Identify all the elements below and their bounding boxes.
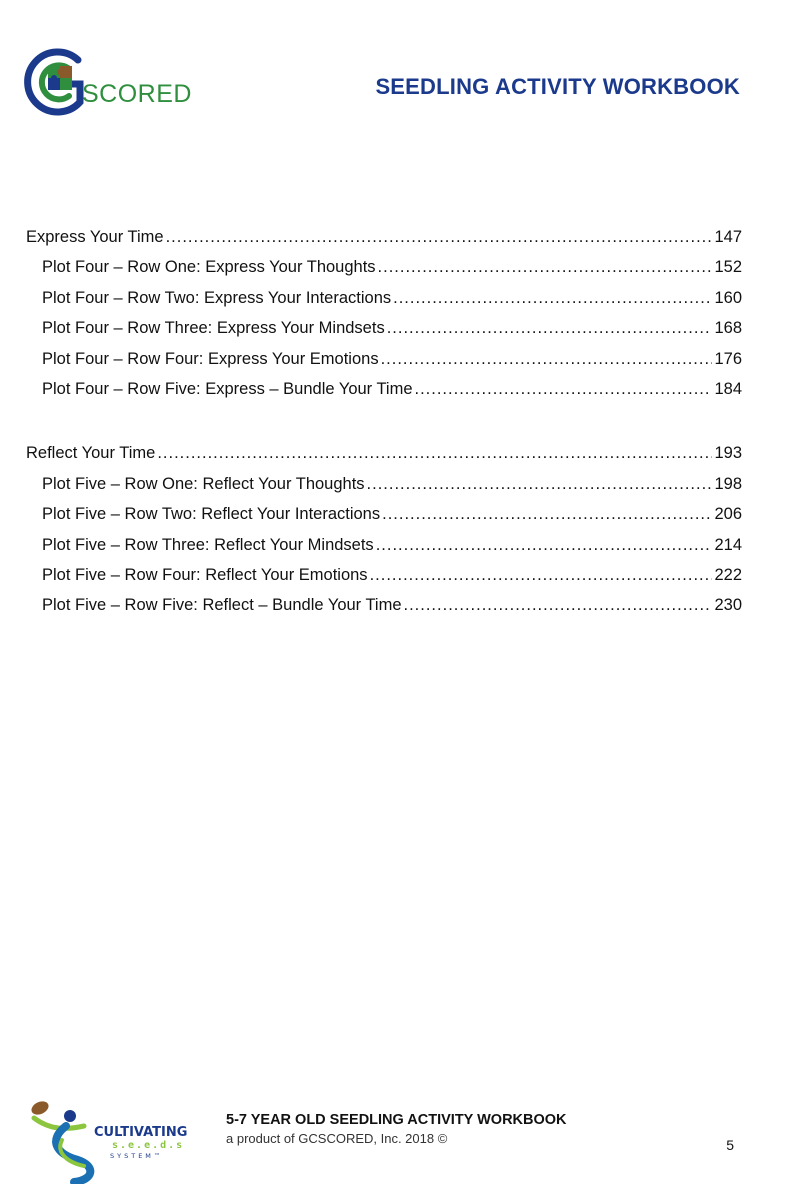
footer-copyright: a product of GCSCORED, Inc. 2018 © (226, 1131, 448, 1146)
toc-dot-leader (415, 374, 713, 404)
toc-entry-title: Express Your Time (26, 228, 164, 246)
toc-entry[interactable] (26, 344, 742, 374)
toc-entry-title: Plot Five – Row One: Reflect Your Thoughts (42, 474, 365, 493)
toc-entry-page: 206 (714, 505, 742, 524)
toc-entry-page: 230 (714, 596, 742, 615)
toc-entry-title: Plot Five – Row Four: Reflect Your Emotions (42, 565, 368, 584)
toc-entry-page: 198 (714, 474, 742, 493)
footer-logo-system: SYSTEM™ (110, 1152, 164, 1160)
toc-entry[interactable] (26, 283, 742, 313)
toc-entry[interactable] (26, 530, 742, 560)
cultivating-seeds-logo (26, 1096, 196, 1184)
toc-entry[interactable] (26, 499, 742, 529)
toc-entry-title: Plot Four – Row Two: Express Your Interactions (42, 288, 392, 307)
toc-entry-title: Plot Five – Row Five: Reflect – Bundle Your Time (42, 596, 402, 615)
toc-entry-page: 222 (714, 565, 742, 584)
toc-entry-page: 176 (714, 349, 742, 368)
toc-entry-page: 160 (714, 288, 742, 307)
page-number: 5 (726, 1137, 734, 1153)
toc-dot-leader (376, 530, 713, 560)
toc-entry-page: 214 (714, 535, 742, 554)
footer-logo-seeds: s.e.e.d.s (112, 1140, 185, 1151)
toc-entry[interactable] (26, 252, 742, 282)
toc-dot-leader (393, 283, 712, 313)
toc-entry-page: 168 (714, 319, 742, 338)
toc-entry-title: Plot Four – Row One: Express Your Thoughts (42, 258, 376, 277)
toc-entry-title: Plot Four – Row Four: Express Your Emotions (42, 349, 379, 368)
table-of-contents (26, 222, 742, 621)
toc-entry[interactable] (26, 313, 742, 343)
toc-entry-page: 184 (714, 379, 742, 398)
page-footer (0, 1090, 800, 1187)
toc-dot-leader (367, 469, 713, 499)
toc-dot-leader (166, 222, 713, 252)
cultivating-seeds-logo-mark (26, 1096, 196, 1184)
gcscored-logo (20, 46, 200, 118)
toc-entry-title: Plot Five – Row Two: Reflect Your Interactions (42, 505, 381, 524)
workbook-title: SEEDLING ACTIVITY WORKBOOK (375, 74, 740, 99)
logo-wordmark: SCORED (82, 80, 192, 108)
toc-entry-title: Plot Five – Row Three: Reflect Your Mindsets (42, 535, 374, 554)
toc-entry-page: 193 (714, 444, 742, 463)
toc-group-reflect (26, 438, 742, 620)
toc-entry-title: Reflect Your Time (26, 444, 156, 463)
toc-entry[interactable] (26, 222, 742, 252)
toc-dot-leader (404, 590, 713, 620)
toc-dot-leader (378, 252, 713, 282)
toc-entry-page: 147 (714, 228, 742, 246)
toc-dot-leader (370, 560, 713, 590)
footer-logo-word: CULTIVATING (94, 1125, 188, 1140)
toc-entry[interactable] (26, 469, 742, 499)
footer-title: 5-7 YEAR OLD SEEDLING ACTIVITY WORKBOOK (226, 1112, 567, 1128)
toc-entry-title: Plot Four – Row Three: Express Your Mindsets (42, 319, 385, 338)
toc-entry-title: Plot Four – Row Five: Express – Bundle Your Time (42, 379, 413, 398)
toc-entry[interactable] (26, 438, 742, 468)
toc-group-express (26, 222, 742, 404)
toc-entry[interactable] (26, 560, 742, 590)
toc-entry[interactable] (26, 590, 742, 620)
page-header (0, 0, 800, 130)
toc-dot-leader (381, 344, 713, 374)
toc-dot-leader (382, 499, 712, 529)
toc-dot-leader (157, 438, 712, 468)
toc-entry-page: 152 (714, 258, 742, 277)
toc-dot-leader (387, 313, 713, 343)
toc-entry[interactable] (26, 374, 742, 404)
